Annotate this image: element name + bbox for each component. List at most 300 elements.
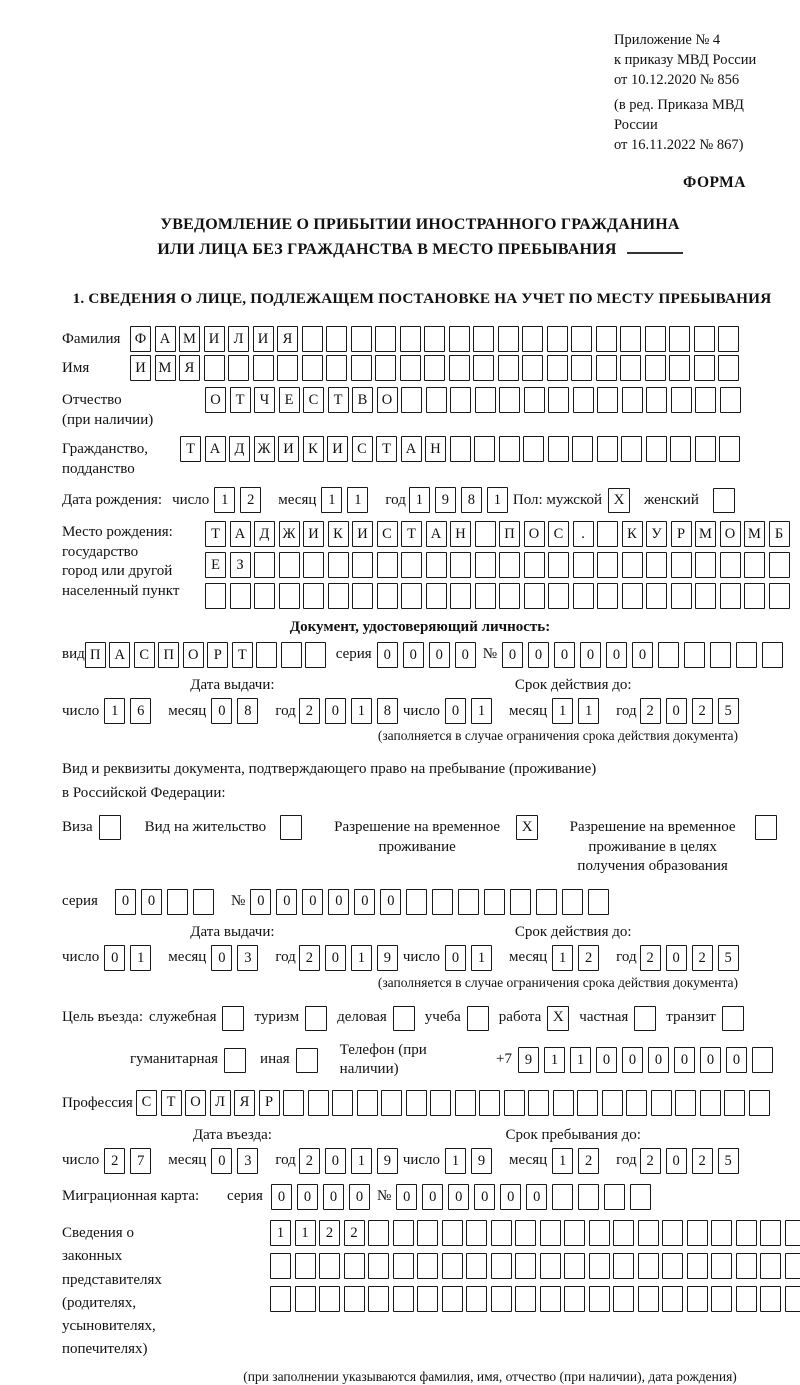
char-cell xyxy=(589,1253,610,1279)
char-cell: 9 xyxy=(471,1148,492,1174)
char-cell xyxy=(475,387,496,413)
stay-day-input[interactable] xyxy=(445,1148,497,1174)
char-cell: 2 xyxy=(692,1148,713,1174)
permit-number-label: № xyxy=(231,892,245,912)
annex-edit-line: от 16.11.2022 № 867) xyxy=(614,135,778,155)
char-cell xyxy=(621,436,642,462)
char-cell xyxy=(400,355,421,381)
char-cell: О xyxy=(183,642,204,668)
patronymic-input[interactable] xyxy=(205,387,744,413)
purpose-study-checkbox[interactable] xyxy=(467,1006,489,1031)
char-cell xyxy=(589,1220,610,1246)
year-label: год xyxy=(275,1151,295,1171)
purpose-transit-checkbox[interactable] xyxy=(722,1006,744,1031)
char-cell xyxy=(326,326,347,352)
char-cell xyxy=(571,326,592,352)
char-cell xyxy=(305,642,326,668)
char-cell xyxy=(769,552,790,578)
char-cell: 3 xyxy=(237,945,258,971)
char-cell: Ж xyxy=(254,436,275,462)
birth-month-input[interactable] xyxy=(321,487,373,513)
birthdate-label: Дата рождения: xyxy=(62,491,162,511)
permit-valid-month-input[interactable] xyxy=(552,945,604,971)
permit-issue-year-input[interactable] xyxy=(299,945,403,971)
patronymic-label: Отчество (при наличии) xyxy=(62,387,205,430)
char-cell xyxy=(167,889,188,915)
char-cell xyxy=(646,387,667,413)
purpose-work-label: работа xyxy=(499,1008,542,1028)
char-cell xyxy=(671,552,692,578)
char-cell: 0 xyxy=(325,698,346,724)
char-cell xyxy=(573,387,594,413)
char-cell xyxy=(430,1090,451,1116)
char-cell: 0 xyxy=(726,1047,747,1073)
char-cell xyxy=(295,1286,316,1312)
char-cell: 0 xyxy=(271,1184,292,1210)
sex-female-checkbox[interactable] xyxy=(713,488,735,513)
char-cell: Т xyxy=(401,521,422,547)
purpose-humanitarian-checkbox[interactable] xyxy=(224,1048,246,1073)
char-cell xyxy=(515,1286,536,1312)
char-cell: 9 xyxy=(377,945,398,971)
permit-valid-year-input[interactable] xyxy=(640,945,744,971)
char-cell: 0 xyxy=(211,698,232,724)
char-cell xyxy=(597,387,618,413)
char-cell: А xyxy=(109,642,130,668)
char-cell: 1 xyxy=(351,698,372,724)
char-cell: 2 xyxy=(692,945,713,971)
char-cell xyxy=(510,889,531,915)
char-cell xyxy=(381,1090,402,1116)
char-cell xyxy=(589,1286,610,1312)
char-cell: 0 xyxy=(500,1184,521,1210)
char-cell: 0 xyxy=(211,945,232,971)
char-cell: Р xyxy=(207,642,228,668)
year-label: год xyxy=(385,491,405,511)
char-cell: 0 xyxy=(666,698,687,724)
char-cell xyxy=(351,326,372,352)
purpose-other-checkbox[interactable] xyxy=(296,1048,318,1073)
char-cell xyxy=(613,1220,634,1246)
char-cell xyxy=(564,1253,585,1279)
migration-card-row xyxy=(62,1184,778,1210)
char-cell xyxy=(406,1090,427,1116)
char-cell xyxy=(302,355,323,381)
char-cell xyxy=(620,355,641,381)
char-cell xyxy=(572,436,593,462)
char-cell xyxy=(230,583,251,609)
char-cell xyxy=(515,1220,536,1246)
char-cell: 0 xyxy=(380,889,401,915)
char-cell: 0 xyxy=(632,642,653,668)
char-cell: 0 xyxy=(250,889,271,915)
sex-male-checkbox[interactable]: X xyxy=(608,488,630,513)
char-cell xyxy=(228,355,249,381)
char-cell xyxy=(720,583,741,609)
identity-doc-row xyxy=(62,642,778,668)
stay-month-input[interactable] xyxy=(552,1148,604,1174)
doc-number-label: № xyxy=(483,645,497,665)
char-cell: И xyxy=(253,326,274,352)
char-cell xyxy=(548,552,569,578)
char-cell: 1 xyxy=(351,1148,372,1174)
char-cell xyxy=(254,552,275,578)
char-cell xyxy=(687,1220,708,1246)
char-cell: 2 xyxy=(578,1148,599,1174)
char-cell xyxy=(720,387,741,413)
birthplace-line1-input[interactable] xyxy=(205,521,793,547)
char-cell xyxy=(669,355,690,381)
name-input[interactable] xyxy=(130,355,743,381)
temp-residence-edu-checkbox[interactable] xyxy=(755,815,777,840)
purpose-business-checkbox[interactable] xyxy=(393,1006,415,1031)
char-cell: 2 xyxy=(344,1220,365,1246)
char-cell xyxy=(711,1220,732,1246)
title-blank-underline xyxy=(627,240,683,254)
permit-series-input[interactable] xyxy=(115,889,219,915)
permit-number-input[interactable] xyxy=(250,889,614,915)
purpose-study-label: учеба xyxy=(425,1008,461,1028)
char-cell xyxy=(695,552,716,578)
char-cell xyxy=(473,355,494,381)
char-cell: П xyxy=(158,642,179,668)
char-cell xyxy=(687,1253,708,1279)
char-cell: 0 xyxy=(297,1184,318,1210)
citizenship-input[interactable] xyxy=(180,436,744,462)
char-cell: 6 xyxy=(130,698,151,724)
char-cell: Ж xyxy=(279,521,300,547)
char-cell xyxy=(424,355,445,381)
doc-series-input[interactable] xyxy=(377,642,481,668)
purpose-label: Цель въезда: xyxy=(62,1008,143,1028)
phone-input[interactable] xyxy=(518,1047,778,1073)
char-cell xyxy=(368,1220,389,1246)
migration-number-input[interactable] xyxy=(396,1184,656,1210)
char-cell xyxy=(577,1090,598,1116)
char-cell xyxy=(736,1220,757,1246)
char-cell: 5 xyxy=(718,945,739,971)
char-cell: 0 xyxy=(323,1184,344,1210)
char-cell xyxy=(602,1090,623,1116)
char-cell xyxy=(352,552,373,578)
char-cell: 1 xyxy=(578,698,599,724)
temp-residence-checkbox[interactable]: X xyxy=(516,815,538,840)
char-cell: 2 xyxy=(299,698,320,724)
char-cell xyxy=(720,552,741,578)
char-cell xyxy=(630,1184,651,1210)
char-cell: 1 xyxy=(270,1220,291,1246)
day-label: число xyxy=(172,491,209,511)
char-cell: 1 xyxy=(487,487,508,513)
char-cell: 0 xyxy=(403,642,424,668)
doc-issue-month-input[interactable] xyxy=(211,698,263,724)
migration-series-input[interactable] xyxy=(271,1184,375,1210)
day-label: число xyxy=(403,702,440,722)
birthplace-line3-input[interactable] xyxy=(205,583,793,609)
month-label: месяц xyxy=(509,1151,547,1171)
char-cell xyxy=(450,552,471,578)
month-label: месяц xyxy=(509,948,547,968)
doc-valid-year-input[interactable] xyxy=(640,698,744,724)
char-cell xyxy=(270,1253,291,1279)
char-cell: О xyxy=(185,1090,206,1116)
char-cell xyxy=(474,436,495,462)
char-cell: 2 xyxy=(240,487,261,513)
char-cell xyxy=(352,583,373,609)
phone-prefix: +7 xyxy=(496,1050,512,1070)
char-cell xyxy=(401,552,422,578)
char-cell xyxy=(528,1090,549,1116)
char-cell xyxy=(302,326,323,352)
permit-valid-until xyxy=(403,923,744,972)
char-cell xyxy=(724,1090,745,1116)
char-cell: 0 xyxy=(606,642,627,668)
char-cell: 1 xyxy=(321,487,342,513)
char-cell: 7 xyxy=(130,1148,151,1174)
doc-issue-day-input[interactable] xyxy=(104,698,156,724)
purpose-official-checkbox[interactable] xyxy=(222,1006,244,1031)
char-cell xyxy=(401,387,422,413)
char-cell xyxy=(499,583,520,609)
char-cell: И xyxy=(130,355,151,381)
birthplace-line2-input[interactable] xyxy=(205,552,793,578)
permit-issue-day-input[interactable] xyxy=(104,945,156,971)
char-cell: 8 xyxy=(237,698,258,724)
char-cell xyxy=(694,326,715,352)
char-cell xyxy=(432,889,453,915)
surname-input[interactable] xyxy=(130,326,743,352)
purpose-private-checkbox[interactable] xyxy=(634,1006,656,1031)
char-cell xyxy=(684,642,705,668)
char-cell xyxy=(426,387,447,413)
surname-label: Фамилия xyxy=(62,326,130,350)
char-cell: 0 xyxy=(666,945,687,971)
stay-until xyxy=(403,1126,744,1175)
char-cell: К xyxy=(328,521,349,547)
char-cell xyxy=(760,1286,781,1312)
char-cell: 9 xyxy=(435,487,456,513)
annex-line: к приказу МВД России xyxy=(614,50,778,70)
title-line-1: УВЕДОМЛЕНИЕ О ПРИБЫТИИ ИНОСТРАННОГО ГРАЖДАНИНА xyxy=(62,213,778,238)
char-cell: 0 xyxy=(325,1148,346,1174)
entry-year-input[interactable] xyxy=(299,1148,403,1174)
char-cell: 0 xyxy=(276,889,297,915)
char-cell xyxy=(552,1184,573,1210)
char-cell xyxy=(319,1253,340,1279)
char-cell xyxy=(671,387,692,413)
char-cell xyxy=(646,583,667,609)
char-cell: А xyxy=(401,436,422,462)
char-cell: М xyxy=(179,326,200,352)
char-cell xyxy=(524,387,545,413)
stay-year-input[interactable] xyxy=(640,1148,744,1174)
char-cell: 9 xyxy=(377,1148,398,1174)
char-cell: 0 xyxy=(325,945,346,971)
birth-day-input[interactable] xyxy=(214,487,266,513)
citizenship-row xyxy=(62,436,778,479)
identity-doc-dates xyxy=(62,676,778,725)
char-cell xyxy=(638,1253,659,1279)
year-label: год xyxy=(616,1151,636,1171)
form-label: ФОРМА xyxy=(62,173,778,193)
doc-kind-input[interactable] xyxy=(85,642,330,668)
char-cell: . xyxy=(573,521,594,547)
phone-label: Телефон (при наличии) xyxy=(340,1041,472,1080)
char-cell xyxy=(613,1253,634,1279)
char-cell: Т xyxy=(230,387,251,413)
char-cell: Д xyxy=(229,436,250,462)
char-cell: 1 xyxy=(409,487,430,513)
visa-checkbox[interactable] xyxy=(99,815,121,840)
char-cell: А xyxy=(155,326,176,352)
char-cell xyxy=(711,1253,732,1279)
doc-issue-year-input[interactable] xyxy=(299,698,403,724)
representatives-line1-input[interactable] xyxy=(270,1220,800,1246)
permit-valid-day-input[interactable] xyxy=(445,945,497,971)
char-cell: М xyxy=(744,521,765,547)
char-cell xyxy=(442,1286,463,1312)
char-cell xyxy=(466,1253,487,1279)
char-cell xyxy=(377,583,398,609)
char-cell: А xyxy=(205,436,226,462)
char-cell: А xyxy=(426,521,447,547)
char-cell: Н xyxy=(425,436,446,462)
residence-permit-checkbox[interactable] xyxy=(280,815,302,840)
char-cell xyxy=(548,583,569,609)
char-cell xyxy=(328,583,349,609)
char-cell xyxy=(571,355,592,381)
char-cell: 8 xyxy=(461,487,482,513)
char-cell xyxy=(458,889,479,915)
char-cell: И xyxy=(204,326,225,352)
char-cell: А xyxy=(230,521,251,547)
char-cell: 0 xyxy=(328,889,349,915)
char-cell: Р xyxy=(259,1090,280,1116)
char-cell: Т xyxy=(205,521,226,547)
purpose-business-label: деловая xyxy=(337,1008,387,1028)
char-cell xyxy=(762,642,783,668)
char-cell: 8 xyxy=(377,698,398,724)
char-cell: 0 xyxy=(666,1148,687,1174)
char-cell: Н xyxy=(450,521,471,547)
char-cell: Я xyxy=(234,1090,255,1116)
doc-valid-month-input[interactable] xyxy=(552,698,604,724)
entry-day-input[interactable] xyxy=(104,1148,156,1174)
char-cell: 1 xyxy=(214,487,235,513)
char-cell xyxy=(270,1286,291,1312)
char-cell xyxy=(515,1253,536,1279)
residence-permit-label: Вид на жительство xyxy=(145,815,266,838)
annex-edit-line: (в ред. Приказа МВД России xyxy=(614,95,778,135)
purpose-transit-label: транзит xyxy=(666,1008,715,1028)
permit-series-label: серия xyxy=(62,892,115,912)
char-cell xyxy=(597,521,618,547)
purpose-work-checkbox[interactable]: X xyxy=(547,1006,569,1031)
char-cell xyxy=(283,1090,304,1116)
char-cell xyxy=(450,436,471,462)
char-cell xyxy=(760,1220,781,1246)
purpose-tourism-checkbox[interactable] xyxy=(305,1006,327,1031)
migration-card-label: Миграционная карта: xyxy=(62,1187,227,1207)
char-cell xyxy=(332,1090,353,1116)
char-cell xyxy=(564,1220,585,1246)
char-cell: З xyxy=(230,552,251,578)
char-cell: 0 xyxy=(302,889,323,915)
char-cell: Б xyxy=(769,521,790,547)
doc-number-input[interactable] xyxy=(502,642,788,668)
char-cell xyxy=(736,1286,757,1312)
char-cell xyxy=(253,355,274,381)
char-cell xyxy=(695,583,716,609)
char-cell xyxy=(651,1090,672,1116)
char-cell: 0 xyxy=(211,1148,232,1174)
purpose-row xyxy=(62,1006,778,1031)
day-label: число xyxy=(62,702,99,722)
char-cell: 0 xyxy=(622,1047,643,1073)
citizenship-label: Гражданство, подданство xyxy=(62,436,180,479)
issue-date-heading: Дата выдачи: xyxy=(62,923,403,943)
char-cell: С xyxy=(136,1090,157,1116)
valid-until-heading: Срок действия до: xyxy=(403,923,744,943)
char-cell: Р xyxy=(671,521,692,547)
char-cell: 2 xyxy=(319,1220,340,1246)
document-title xyxy=(62,213,778,263)
birth-year-input[interactable] xyxy=(409,487,513,513)
char-cell xyxy=(479,1090,500,1116)
char-cell xyxy=(279,552,300,578)
purpose-other-label: иная xyxy=(260,1050,290,1070)
char-cell: О xyxy=(524,521,545,547)
char-cell xyxy=(368,1286,389,1312)
char-cell: С xyxy=(548,521,569,547)
month-label: месяц xyxy=(168,702,206,722)
char-cell xyxy=(475,552,496,578)
representatives-note: (при заполнении указываются фамилия, имя, отчество (при наличии), дата рождения) xyxy=(202,1368,778,1385)
representatives-line2-input[interactable] xyxy=(270,1253,800,1279)
doc-issue-date xyxy=(62,676,403,725)
char-cell xyxy=(357,1090,378,1116)
char-cell xyxy=(417,1220,438,1246)
year-label: год xyxy=(275,702,295,722)
doc-valid-day-input[interactable] xyxy=(445,698,497,724)
char-cell xyxy=(375,326,396,352)
birthplace-label: Место рождения: государство город или другой населенный пункт xyxy=(62,521,205,601)
char-cell xyxy=(597,552,618,578)
char-cell: В xyxy=(352,387,373,413)
doc-valid-until xyxy=(403,676,744,725)
char-cell: 0 xyxy=(115,889,136,915)
char-cell: Т xyxy=(232,642,253,668)
profession-row xyxy=(62,1090,778,1116)
representatives-line3-input[interactable] xyxy=(270,1286,800,1312)
char-cell xyxy=(442,1253,463,1279)
profession-input[interactable] xyxy=(136,1090,773,1116)
char-cell xyxy=(547,355,568,381)
permit-issue-month-input[interactable] xyxy=(211,945,263,971)
char-cell: С xyxy=(134,642,155,668)
char-cell xyxy=(588,889,609,915)
char-cell: Ф xyxy=(130,326,151,352)
char-cell: 5 xyxy=(718,1148,739,1174)
char-cell: М xyxy=(155,355,176,381)
permit-dates xyxy=(62,923,778,972)
char-cell xyxy=(662,1220,683,1246)
stay-until-heading: Срок пребывания до: xyxy=(403,1126,744,1146)
entry-month-input[interactable] xyxy=(211,1148,263,1174)
char-cell: М xyxy=(695,521,716,547)
char-cell xyxy=(578,1184,599,1210)
char-cell xyxy=(638,1286,659,1312)
